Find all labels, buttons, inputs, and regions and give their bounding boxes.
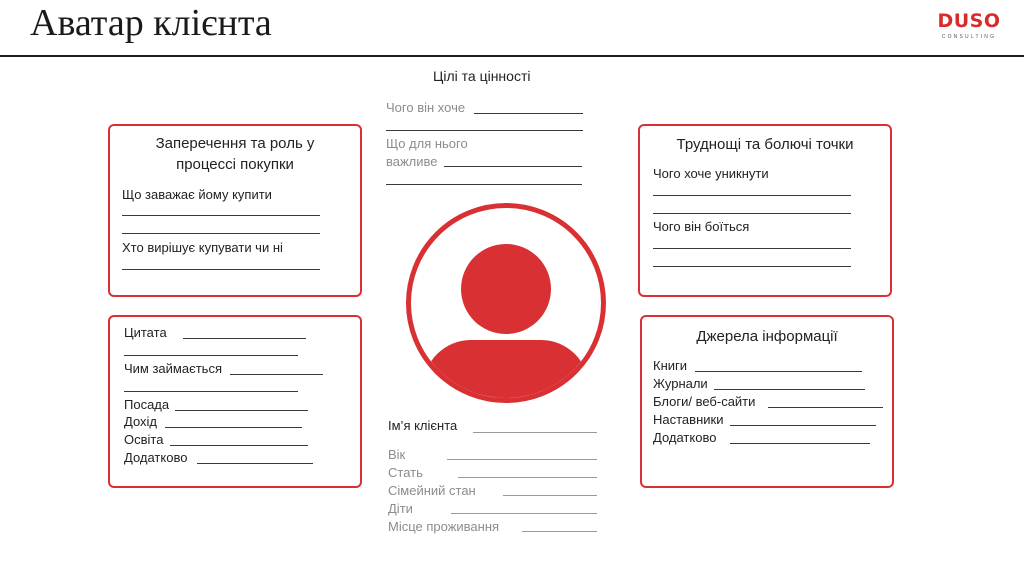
sources-mentors-label: Наставники: [653, 412, 724, 427]
sources-blogs-line: [768, 407, 883, 408]
objections-q1-label: Що заважає йому купити: [122, 187, 272, 202]
objections-q2-label: Хто вирішує купувати чи ні: [122, 240, 283, 255]
profile-income-label: Дохід: [124, 414, 158, 429]
profile-additional-label: Додатково: [124, 450, 188, 465]
goals-heading: Цілі та цінності: [433, 68, 531, 84]
objections-title-1: Заперечення та роль у: [155, 135, 315, 152]
client-age-line: [447, 459, 597, 460]
sources-books-line: [695, 371, 862, 372]
profile-occupation-label: Чим займається: [124, 361, 222, 376]
goals-want-line-2: [386, 130, 583, 131]
objections-q1-line-2: [122, 233, 320, 234]
profile-education-label: Освіта: [124, 432, 164, 447]
client-residence-label: Місце проживання: [388, 519, 500, 534]
goals-important-label-1: Що для нього: [386, 136, 468, 151]
client-residence-line: [522, 531, 597, 532]
header-divider: [0, 55, 1024, 57]
pains-q1-line-1: [653, 195, 851, 196]
goals-important-label-2: важливе: [386, 154, 438, 169]
avatar-head: [461, 244, 551, 334]
sources-title: Джерела інформації: [696, 328, 838, 345]
pains-q2-line-1: [653, 248, 851, 249]
page-title: Аватар клієнта: [30, 2, 272, 44]
logo-wordmark: DUSO: [937, 10, 1001, 32]
duso-logo: [934, 10, 1004, 41]
profile-quote-label: Цитата: [124, 325, 167, 340]
sources-mentors-line: [730, 425, 876, 426]
profile-occupation-line: [230, 374, 323, 375]
sources-magazines-line: [714, 389, 865, 390]
client-children-label: Діти: [388, 501, 413, 516]
sources-card: [640, 315, 894, 488]
logo-tagline: CONSULTING: [941, 34, 997, 40]
profile-occupation-line-2: [124, 391, 298, 392]
objections-q1-line-1: [122, 215, 320, 216]
profile-income-line: [165, 427, 302, 428]
profile-card: [108, 315, 362, 488]
sources-additional-line: [730, 443, 870, 444]
client-name-line: [473, 432, 597, 433]
goals-want-label: Чого він хоче: [386, 100, 466, 115]
client-name-label: Ім’я клієнта: [388, 418, 458, 433]
profile-position-line: [175, 410, 308, 411]
sources-blogs-label: Блоги/ веб-сайти: [653, 394, 756, 409]
avatar-body: [423, 340, 589, 403]
pains-card: [638, 124, 892, 297]
client-age-label: Вік: [388, 447, 406, 462]
objections-card: [108, 124, 362, 297]
pains-q1-line-2: [653, 213, 851, 214]
pains-q1-label: Чого хоче уникнути: [653, 166, 769, 181]
client-marital-label: Сімейний стан: [388, 483, 476, 498]
pains-q2-label: Чого він боїться: [653, 219, 750, 234]
goals-want-line: [474, 113, 583, 114]
pains-title: Труднощі та болючі точки: [676, 136, 854, 153]
goals-important-line: [444, 166, 582, 167]
profile-position-label: Посада: [124, 397, 170, 412]
goals-important-line-2: [386, 184, 582, 185]
profile-additional-line: [197, 463, 313, 464]
user-avatar-icon: [406, 203, 606, 403]
sources-magazines-label: Журнали: [653, 376, 708, 391]
sources-additional-label: Додатково: [653, 430, 717, 445]
client-gender-line: [458, 477, 597, 478]
profile-quote-line: [183, 338, 306, 339]
profile-education-line: [170, 445, 308, 446]
objections-q2-line: [122, 269, 320, 270]
client-gender-label: Стать: [388, 465, 423, 480]
client-children-line: [451, 513, 597, 514]
sources-books-label: Книги: [653, 358, 688, 373]
profile-quote-line-2: [124, 355, 298, 356]
objections-title-2: процессі покупки: [176, 156, 294, 173]
pains-q2-line-2: [653, 266, 851, 267]
client-marital-line: [503, 495, 597, 496]
